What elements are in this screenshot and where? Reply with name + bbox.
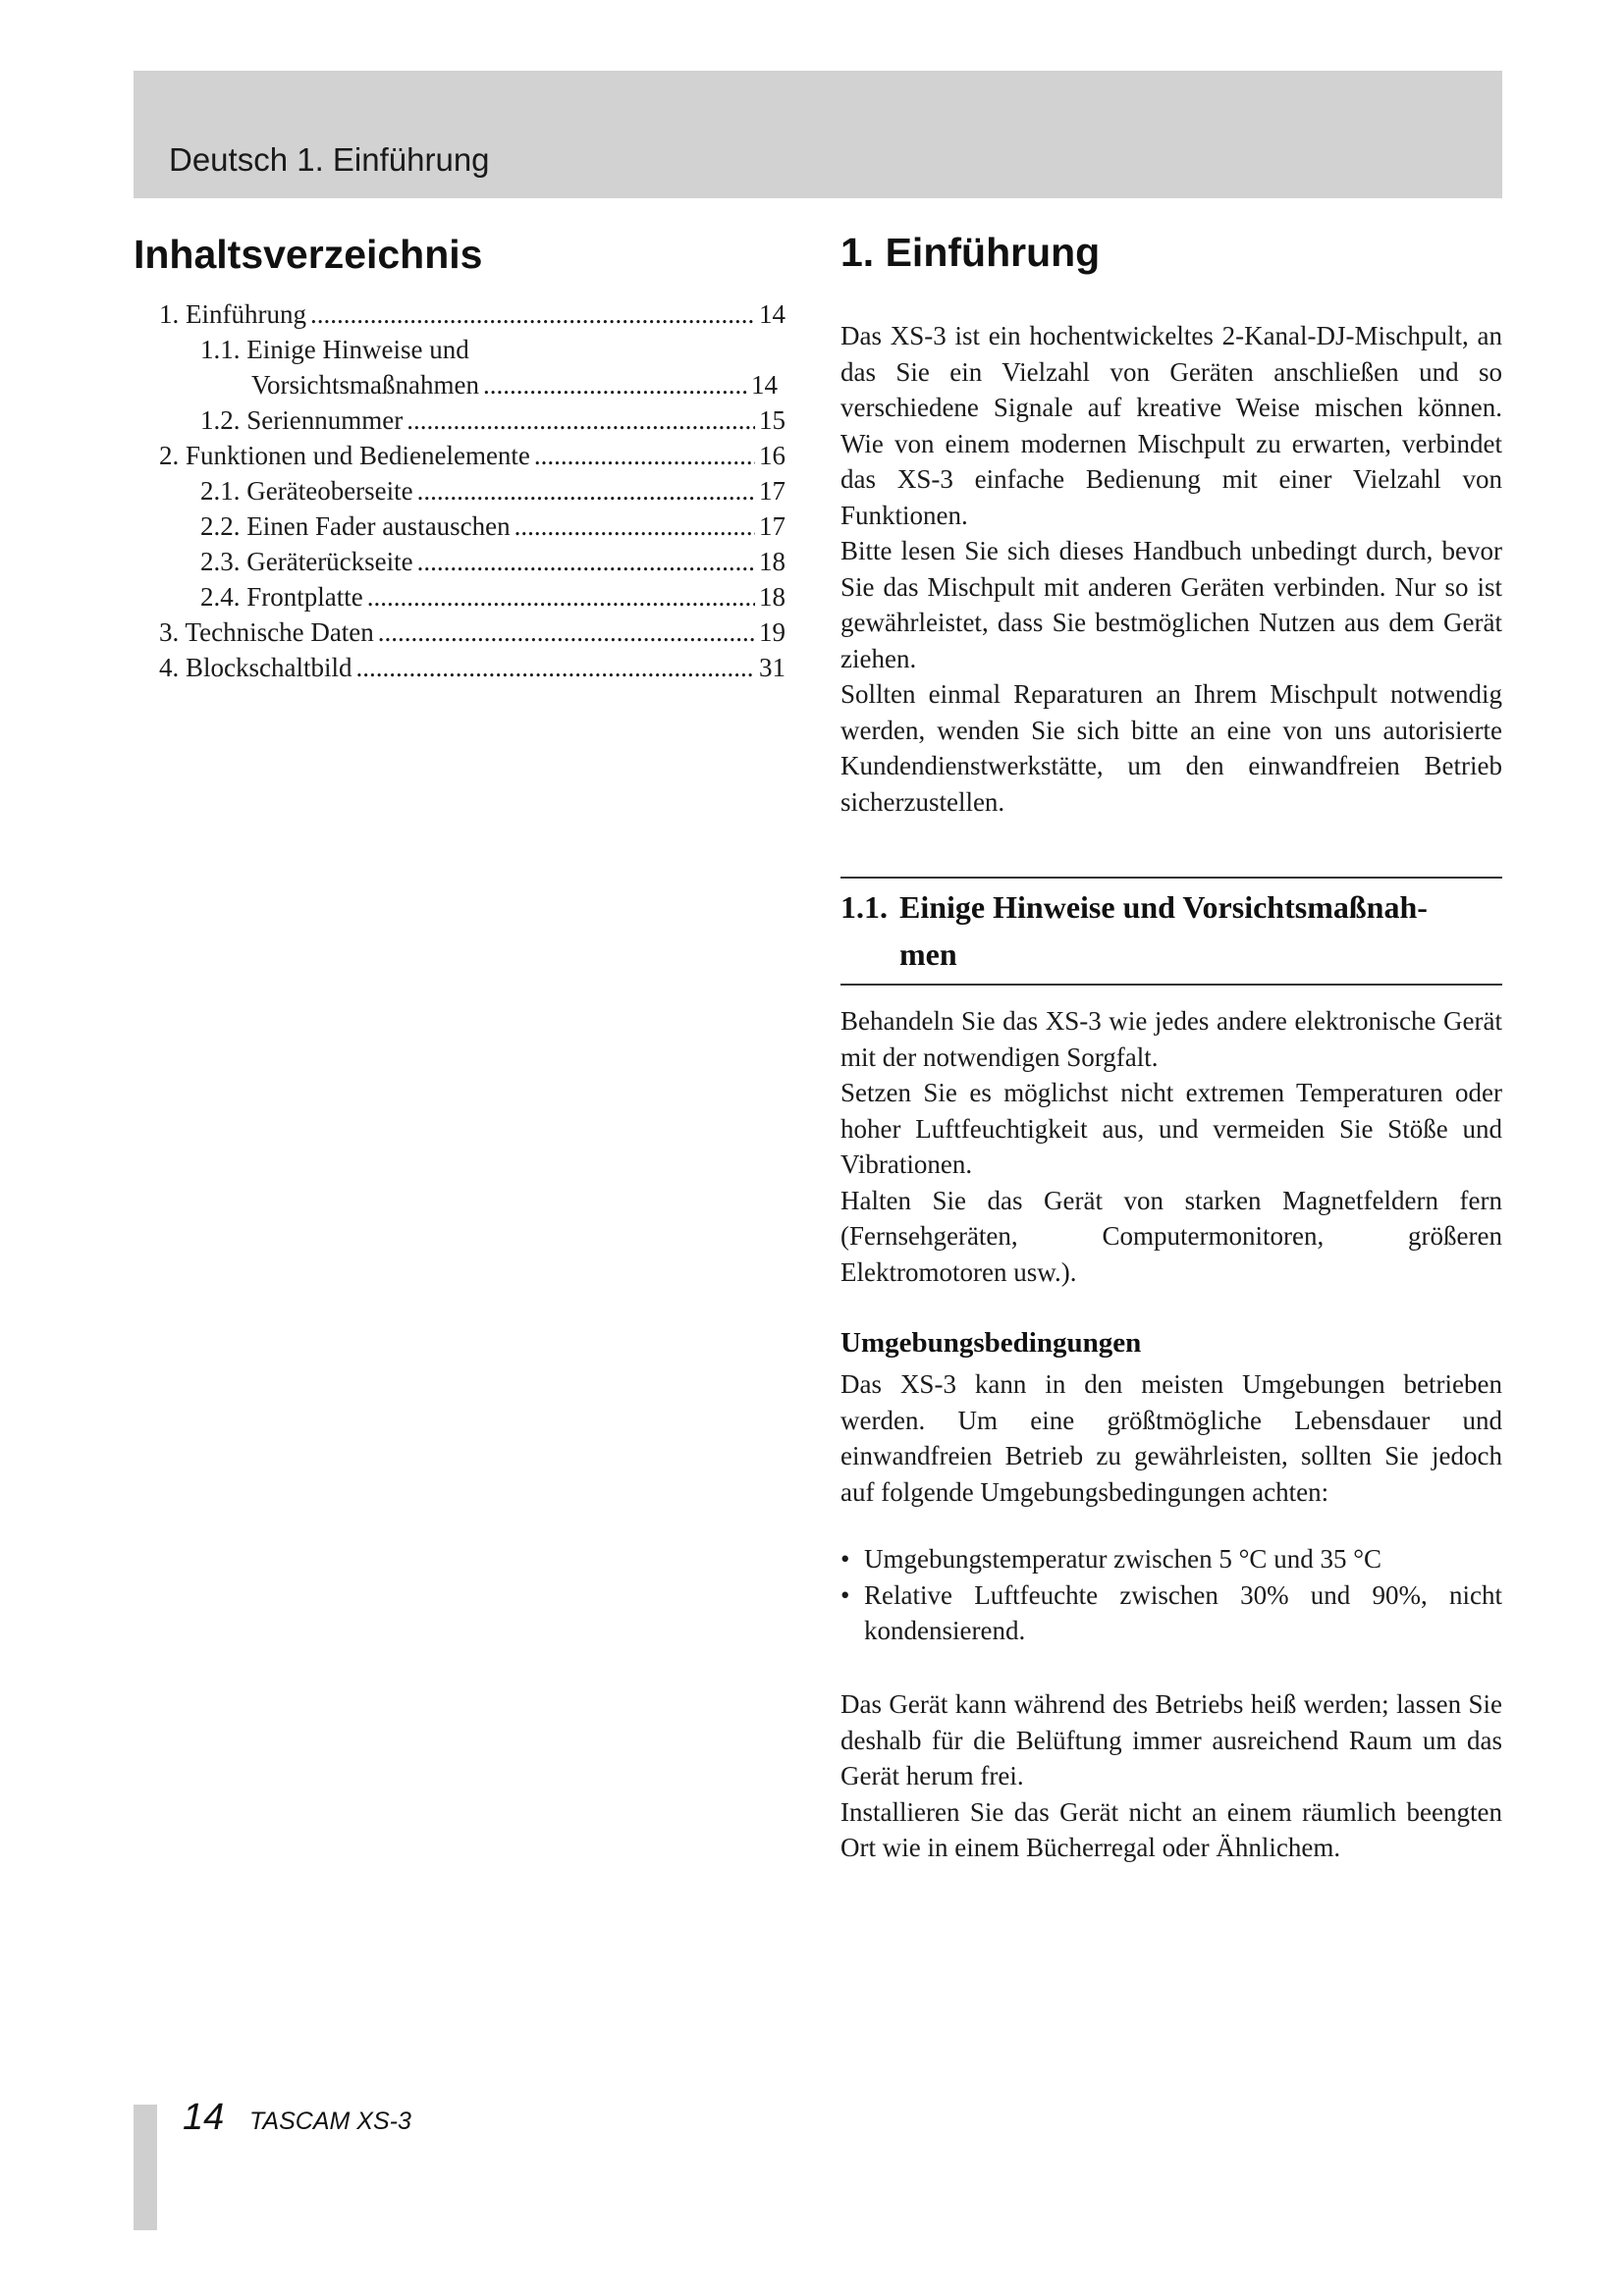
toc-page: 17 — [759, 511, 785, 541]
toc-entry[interactable] — [200, 473, 785, 508]
divider-top — [840, 877, 1502, 879]
env-heading: Umgebungsbedingungen — [840, 1327, 1142, 1359]
paragraph: Sollten einmal Reparaturen an Ihrem Mischpult notwendig werden, wenden Sie sich bitte an eine von uns autorisierte Kundendienstwerkstätte, um den einwandfreien Betrieb sicherzustellen. — [840, 679, 1502, 817]
toc-label: 3. Technische Daten — [159, 617, 374, 647]
subsection-number: 1.1. — [840, 889, 888, 925]
toc-entry[interactable] — [159, 614, 785, 650]
paragraph: Halten Sie das Gerät von starken Magnetfeldern fern (Fernsehgeräten, Computermonitoren, größeren Elektromotoren usw.). — [840, 1185, 1502, 1287]
section-heading: 1. Einführung — [840, 230, 1101, 275]
env-list — [840, 1541, 1502, 1649]
paragraph: Das XS-3 kann in den meisten Umgebungen betrieben werden. Um eine größtmögliche Lebensdauer und einwandfreien Betrieb zu gewährleisten, sollten Sie jedoch auf folgende Umgebungsbedingungen achten: — [840, 1369, 1502, 1507]
env-text — [840, 1366, 1502, 1510]
toc-page: 15 — [759, 405, 785, 435]
toc-page: 14 — [759, 299, 785, 329]
toc-entry[interactable] — [200, 402, 785, 438]
toc-entry[interactable] — [159, 296, 785, 332]
toc-page: 16 — [759, 441, 785, 470]
toc-page: 18 — [759, 547, 785, 576]
toc-entry[interactable] — [200, 579, 785, 614]
paragraph: Installieren Sie das Gerät nicht an einem räumlich beengten Ort wie in einem Bücherregal oder Ähnlichem. — [840, 1796, 1502, 1862]
toc-label-cont: Vorsichtsmaßnahmen — [251, 370, 479, 400]
toc-entry[interactable] — [200, 544, 785, 579]
heat-text — [840, 1686, 1502, 1866]
bullet-icon: • — [840, 1544, 850, 1574]
subsection-heading — [840, 883, 1502, 978]
list-item: • Relative Luftfeuchte zwischen 30% und 90%, nicht kondensierend. — [840, 1577, 1502, 1649]
toc-page: 14 — [751, 370, 778, 400]
subsection-title: Einige Hinweise und Vorsichtsmaßnah- — [899, 889, 1428, 925]
footer-product: TASCAM XS-3 — [249, 2108, 411, 2135]
toc-page: 17 — [759, 476, 785, 506]
paragraph: Das XS-3 ist ein hochentwickeltes 2-Kanal-DJ-Mischpult, an das Sie ein Vielzahl von Geräten anschließen und so verschiedene Signale auf kreative Weise mischen können. Wie von einem modernen Mischpult zu erwarten, verbindet das XS-3 einfache Bedienung mit einer Vielzahl von Funktionen. — [840, 321, 1502, 530]
care-text — [840, 1003, 1502, 1290]
toc-label: 2.4. Frontplatte — [200, 582, 363, 612]
toc-label: 1.2. Seriennummer — [200, 405, 404, 435]
toc-label: 4. Blockschaltbild — [159, 653, 352, 682]
toc-page: 18 — [759, 582, 785, 612]
running-header: Deutsch 1. Einführung — [169, 141, 490, 178]
toc-heading: Inhaltsverzeichnis — [134, 232, 483, 277]
toc-page: 31 — [759, 653, 785, 682]
subsection-title-cont: men — [899, 936, 957, 972]
toc-label: 2. Funktionen und Bedienelemente — [159, 441, 530, 470]
paragraph: Bitte lesen Sie sich dieses Handbuch unbedingt durch, bevor Sie das Mischpult mit anderen Geräten verbinden. Nur so ist gewährleistet, dass Sie bestmöglichen Nutzen aus dem Gerät ziehen. — [840, 536, 1502, 673]
paragraph: Setzen Sie es möglichst nicht extremen Temperaturen oder hoher Luftfeuchtigkeit aus, und vermeiden Sie Stöße und Vibrationen. — [840, 1078, 1502, 1179]
header-band — [134, 71, 1502, 198]
toc-label: 1.1. Einige Hinweise und — [200, 335, 469, 364]
paragraph: Behandeln Sie das XS-3 wie jedes andere elektronische Gerät mit der notwendigen Sorgfalt. — [840, 1006, 1502, 1072]
toc-label: 1. Einführung — [159, 299, 306, 329]
paragraph: Das Gerät kann während des Betriebs heiß werden; lassen Sie deshalb für die Belüftung immer ausreichend Raum um das Gerät herum frei. — [840, 1689, 1502, 1790]
bullet-icon: • — [840, 1579, 850, 1610]
toc-page: 19 — [759, 617, 785, 647]
toc-entry[interactable] — [200, 508, 785, 544]
intro-text — [840, 318, 1502, 820]
toc-label: 2.3. Geräterückseite — [200, 547, 413, 576]
footer-bar — [134, 2105, 157, 2230]
page-number: 14 — [183, 2097, 225, 2138]
table-of-contents — [159, 296, 785, 685]
divider-bottom — [840, 984, 1502, 986]
toc-entry[interactable] — [159, 438, 785, 473]
toc-label: 2.2. Einen Fader austauschen — [200, 511, 511, 541]
toc-label: 2.1. Geräteoberseite — [200, 476, 413, 506]
toc-entry[interactable] — [159, 650, 785, 685]
list-item: • Umgebungstemperatur zwischen 5 °C und 35 °C — [840, 1541, 1502, 1577]
toc-entry[interactable] — [200, 332, 785, 402]
